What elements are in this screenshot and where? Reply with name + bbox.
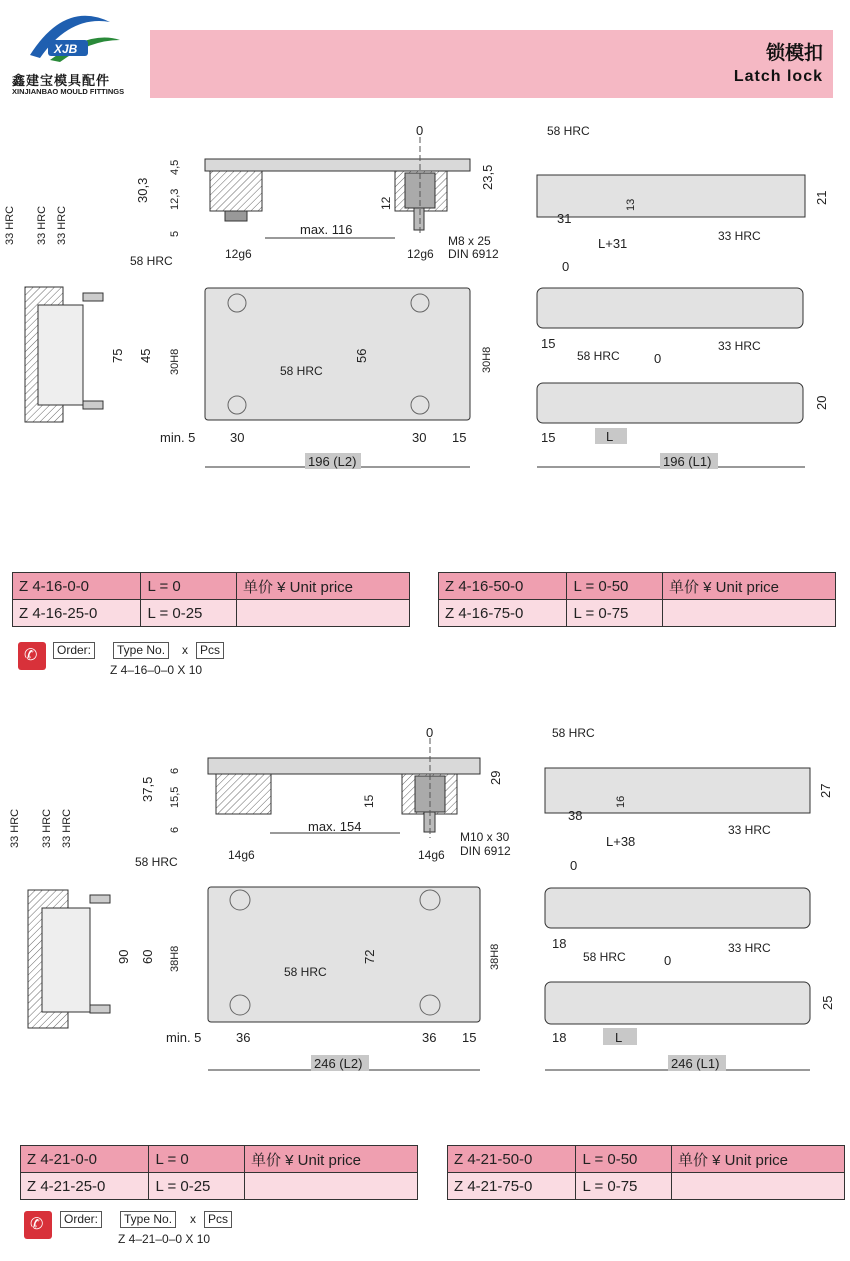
s1-order-x: x	[182, 643, 188, 657]
s2-dim-37-5: 37,5	[140, 776, 155, 802]
s2-order-x: x	[190, 1212, 196, 1226]
s1-screw: M8 x 25	[448, 234, 491, 248]
s2-order-label: Order:	[60, 1211, 102, 1228]
s2-dim-38h8-r: 38H8	[489, 943, 501, 970]
s1-dim-30a: 30	[230, 430, 245, 445]
logo-chinese-name: 鑫建宝模具配件	[12, 73, 111, 88]
s1-dim-min5: min. 5	[160, 430, 196, 445]
s2-dim-18a: 18	[552, 936, 567, 951]
s1-hrc-33-latch: 33 HRC	[718, 339, 761, 353]
s1-dim-21: 21	[814, 190, 829, 205]
page-title-cn: 锁模扣	[765, 43, 823, 64]
s1-dim-l1: 196 (L1)	[663, 454, 712, 469]
s2-dim-min5: min. 5	[166, 1030, 202, 1045]
s1-g6-a: 12g6	[225, 247, 252, 261]
s2-zero-r2: 0	[664, 953, 672, 968]
s2-screw: M10 x 30	[460, 830, 510, 844]
s2-dim-36a: 36	[236, 1030, 251, 1045]
s2-dim-l38: L+38	[606, 834, 636, 849]
s2-order-example: Z 4–21–0–0 X 10	[118, 1232, 211, 1246]
s2-zero-r1: 0	[570, 858, 578, 873]
s1-dim-max: max. 116	[300, 222, 353, 237]
s2-dim-29: 29	[488, 770, 503, 785]
s2-dim-18b: 18	[552, 1030, 567, 1045]
s2-dim-15-5: 15,5	[169, 786, 181, 808]
s2-hrc-58-side: 58 HRC	[552, 726, 595, 740]
s1-dim-l2: 196 (L2)	[308, 454, 357, 469]
s1-dim-15: 15	[452, 430, 467, 445]
s1-dim-31: 31	[557, 211, 572, 226]
s1-dim-30-3: 30,3	[135, 177, 150, 203]
s1-dim-l31: L+31	[598, 236, 628, 251]
s1-dim-4-5: 4,5	[169, 159, 181, 175]
s1-dim-30b: 30	[412, 430, 427, 445]
s2-dim-max: max. 154	[308, 819, 362, 834]
s1-hrc-33b: 33 HRC	[36, 205, 48, 245]
s1-hrc-33c: 33 HRC	[56, 205, 68, 245]
s2-dim-l2: 246 (L2)	[314, 1056, 363, 1071]
s1-hrc-58-mid: 58 HRC	[280, 364, 323, 378]
s2-table-left: Z 4-21-0-0 L = 0 单价 ¥ Unit price Z 4-21-25-0 L = 0-25	[20, 1145, 418, 1200]
s2-order-type: Type No.	[120, 1211, 176, 1228]
s1-dim-56: 56	[354, 348, 369, 363]
s1-zero-r2: 0	[654, 351, 662, 366]
s1-order-example: Z 4–16–0–0 X 10	[110, 663, 203, 677]
s2-dim-25: 25	[820, 995, 835, 1010]
s2-dim-38: 38	[568, 808, 583, 823]
s1-dim-45: 45	[138, 348, 153, 363]
s1-order-type: Type No.	[113, 642, 169, 659]
s2-dim-6a: 6	[169, 767, 181, 774]
s1-order-pcs: Pcs	[196, 642, 224, 659]
s1-dim-l: L	[606, 429, 614, 444]
s1-dim-15b: 15	[541, 430, 556, 445]
s1-table-right: Z 4-16-50-0 L = 0-50 单价 ¥ Unit price Z 4-16-75-0 L = 0-75	[438, 572, 836, 627]
logo-badge: XJB	[54, 42, 78, 56]
s2-g6-b: 14g6	[418, 848, 445, 862]
s1-zero-top: 0	[416, 123, 424, 138]
s1-hrc-58-side: 58 HRC	[547, 124, 590, 138]
s2-hrc-33-latch: 33 HRC	[728, 941, 771, 955]
s2-zero-top: 0	[426, 725, 434, 740]
s1-dim-30h8: 30H8	[169, 348, 181, 375]
s2-hrc-33c: 33 HRC	[61, 808, 73, 848]
s2-order-pcs: Pcs	[204, 1211, 232, 1228]
drawing-z4-16	[0, 115, 850, 485]
s1-g6-b: 12g6	[407, 247, 434, 261]
s1-dim-75: 75	[110, 348, 125, 363]
s2-g6-a: 14g6	[228, 848, 255, 862]
title-banner	[150, 30, 833, 98]
s1-dim-30h8-r: 30H8	[481, 346, 493, 373]
s1-zero-r1: 0	[562, 259, 570, 274]
s1-dim-5: 5	[169, 230, 181, 237]
s2-hrc-33-side: 33 HRC	[728, 823, 771, 837]
drawing-z4-21	[0, 720, 850, 1080]
s2-hrc-58-plate: 58 HRC	[135, 855, 178, 869]
s2-hrc-58-mid: 58 HRC	[284, 965, 327, 979]
s2-dim-90: 90	[116, 949, 131, 964]
s2-dim-15: 15	[362, 794, 376, 808]
s1-hrc-58-plate: 58 HRC	[130, 254, 173, 268]
s1-dim-13: 13	[625, 198, 637, 211]
s2-dim-l: L	[615, 1030, 623, 1045]
phone-icon: ✆	[18, 642, 46, 670]
s1-hrc-33a: 33 HRC	[4, 205, 16, 245]
s2-hrc-58-latch: 58 HRC	[583, 950, 626, 964]
s2-dim-36b: 36	[422, 1030, 437, 1045]
page-title-en: Latch lock	[733, 68, 823, 85]
s1-dim-20: 20	[814, 395, 829, 410]
phone-icon-2: ✆	[24, 1211, 52, 1239]
s1-dim-15a: 15	[541, 336, 556, 351]
s1-dim-23-5: 23,5	[480, 164, 495, 190]
s2-hrc-33a: 33 HRC	[9, 808, 21, 848]
s2-dim-60: 60	[140, 949, 155, 964]
logo-emblem	[10, 10, 140, 70]
s1-hrc-58-latch: 58 HRC	[577, 349, 620, 363]
s2-dim-l1: 246 (L1)	[671, 1056, 720, 1071]
s1-table-left: Z 4-16-0-0 L = 0 单价 ¥ Unit price Z 4-16-25-0 L = 0-25	[12, 572, 410, 627]
s1-hrc-33-side: 33 HRC	[718, 229, 761, 243]
s1-dim-12: 12	[379, 196, 393, 210]
s2-dim-38h8: 38H8	[169, 945, 181, 972]
s1-dim-12-3: 12,3	[169, 188, 181, 210]
s2-dim-72: 72	[362, 949, 377, 964]
logo-english-name: XINJIANBAO MOULD FITTINGS	[12, 87, 125, 96]
s2-din: DIN 6912	[460, 844, 511, 858]
s2-hrc-33b: 33 HRC	[41, 808, 53, 848]
s2-dim-15r: 15	[462, 1030, 477, 1045]
s2-dim-16: 16	[615, 795, 627, 808]
s2-dim-6b: 6	[169, 826, 181, 833]
s2-table-right: Z 4-21-50-0 L = 0-50 单价 ¥ Unit price Z 4-21-75-0 L = 0-75	[447, 1145, 845, 1200]
s1-din: DIN 6912	[448, 247, 499, 261]
s1-order-label: Order:	[53, 642, 95, 659]
s2-dim-27: 27	[818, 783, 833, 798]
